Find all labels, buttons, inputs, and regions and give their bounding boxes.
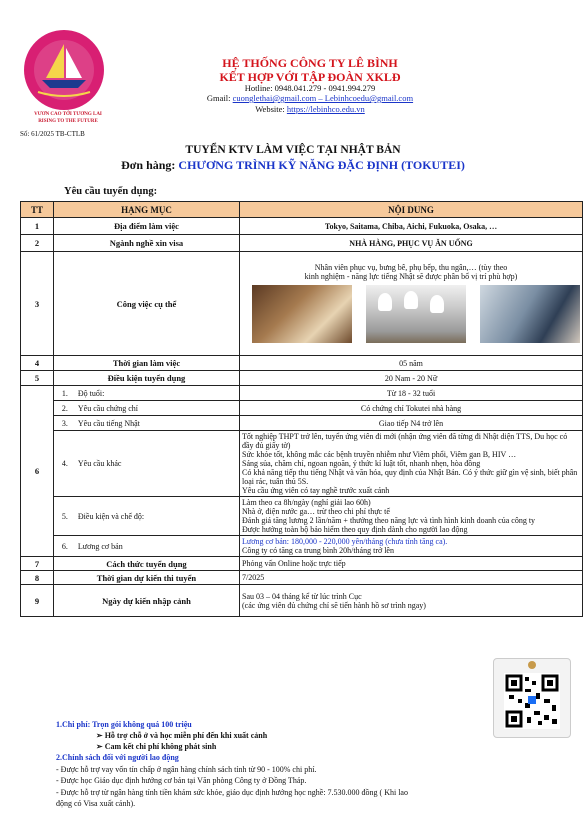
job-photos bbox=[242, 281, 580, 345]
benefit-bullet: ➢ Cam kết chi phí không phát sinh bbox=[96, 742, 217, 751]
policy-line: - Được hỗ trợ vay vốn tín chấp ở ngân hàng chính sách tỉnh từ 90 - 100% chi phí. bbox=[56, 765, 317, 774]
waiter-photo bbox=[252, 285, 352, 343]
sub-content bbox=[240, 431, 583, 497]
other-req-line: Sáng sủa, chăm chỉ, ngoan ngoãn, ý thức kỉ luật tốt, nhanh nhẹn, hòa đồng bbox=[242, 459, 481, 468]
sub-content bbox=[240, 497, 583, 536]
overtime-line: Công ty có tăng ca trung bình 20h/tháng trở lên bbox=[242, 546, 394, 555]
arrow-bullet-icon: ➢ bbox=[96, 731, 105, 740]
other-req-line: Yêu cầu ứng viên có tay nghề trước xuất cảnh bbox=[242, 486, 390, 495]
table-row bbox=[21, 235, 583, 252]
sub-item: 2. Yêu cầu chứng chỉ bbox=[53, 401, 239, 416]
table-row bbox=[21, 497, 583, 536]
table-row bbox=[21, 218, 583, 235]
row-content: Tokyo, Saitama, Chiba, Aichi, Fukuoka, Osaka, … bbox=[240, 218, 583, 235]
table-row bbox=[21, 557, 583, 571]
row-number: 2 bbox=[21, 235, 54, 252]
policy-line: - Được hỗ trợ từ ngân hàng tính tiền khám sức khỏe, giáo dục định hướng học nghề: 7.530.000 đồng ( Khi lao bbox=[56, 788, 408, 797]
row-item: Thời gian dự kiến thi tuyển bbox=[53, 571, 239, 585]
row-item: Công việc cụ thể bbox=[53, 252, 239, 356]
row-content bbox=[240, 585, 583, 617]
sub-item: 6. Lương cơ bản bbox=[53, 536, 239, 557]
job-desc-line1: Nhân viên phục vụ, bưng bê, phụ bếp, thu ngân,… (tùy theo bbox=[314, 262, 508, 272]
order-program: CHƯƠNG TRÌNH KỸ NĂNG ĐẶC ĐỊNH (TOKUTEI) bbox=[178, 158, 465, 172]
website-label: Website: bbox=[255, 104, 287, 114]
page-title: TUYỂN KTV LÀM VIỆC TẠI NHẬT BẢN bbox=[185, 144, 401, 156]
hotline: Hotline: 0948.041.279 - 0941.994.279 bbox=[244, 83, 376, 93]
sub-item: 4. Yêu cầu khác bbox=[53, 431, 239, 497]
table-row bbox=[21, 585, 583, 617]
row-content: 20 Nam - 20 Nữ bbox=[240, 371, 583, 386]
gmail-link[interactable]: cuonglethai@gmail.com – Lebinhcoedu@gmail.com bbox=[232, 93, 414, 103]
job-desc-line2: kinh nghiệm - năng lực tiếng Nhật sẽ được phân bổ vị trí phù hợp) bbox=[304, 271, 518, 281]
row-content: 05 năm bbox=[240, 356, 583, 371]
salary-line: Lương cơ bản: 180,000 - 220,000 yên/tháng (chưa tính tăng ca). bbox=[242, 537, 448, 546]
table-header-row bbox=[21, 202, 583, 218]
cost-heading: 1.Chi phí: Trọn gói không quá 100 triệu bbox=[56, 720, 192, 729]
row-number: 5 bbox=[21, 371, 54, 386]
qr-code-icon[interactable] bbox=[494, 659, 570, 737]
order-line bbox=[0, 158, 586, 173]
policy-line: động có Visa xuất cảnh). bbox=[56, 799, 136, 808]
condition-line: Được hưởng toàn bộ bảo hiểm theo quy định dành cho người lao động bbox=[242, 525, 468, 534]
logo-caption-vi: VƯƠN CAO TỚI TƯƠNG LAI bbox=[34, 112, 102, 117]
requirements-table bbox=[20, 201, 583, 617]
row-item: Điều kiện tuyển dụng bbox=[53, 371, 239, 386]
table-row bbox=[21, 536, 583, 557]
row-content bbox=[240, 252, 583, 356]
row-number: 7 bbox=[21, 557, 54, 571]
order-label: Đơn hàng: bbox=[121, 158, 179, 172]
sub-content: Từ 18 - 32 tuổi bbox=[240, 386, 583, 401]
benefit-bullet: ➢ Hỗ trợ chỗ ở và học miễn phí đến khi xuất cảnh bbox=[96, 731, 268, 740]
document-number: Số: 61/2025 TB-CTLB bbox=[20, 130, 85, 138]
sub-item: 1. Độ tuổi: bbox=[53, 386, 239, 401]
table-row bbox=[21, 401, 583, 416]
row-item: Thời gian làm việc bbox=[53, 356, 239, 371]
row-number: 1 bbox=[21, 218, 54, 235]
row-number: 6 bbox=[21, 386, 54, 557]
table-row bbox=[21, 252, 583, 356]
row-item: Cách thức tuyển dụng bbox=[53, 557, 239, 571]
requirements-heading: Yêu cầu tuyển dụng: bbox=[64, 186, 158, 197]
sub-content: Giao tiếp N4 trở lên bbox=[240, 416, 583, 431]
header-item: HẠNG MỤC bbox=[53, 202, 239, 218]
row-item: Ngành nghề xin visa bbox=[53, 235, 239, 252]
arrow-bullet-icon: ➢ bbox=[96, 742, 105, 751]
gmail-line bbox=[160, 93, 460, 103]
company-partner: KẾT HỢP VỚI TẬP ĐOÀN XKLĐ bbox=[219, 70, 401, 84]
zalo-qr-card bbox=[493, 658, 571, 738]
sailboat-logo-icon bbox=[24, 30, 104, 110]
logo-caption-en: RISING TO THE FUTURE bbox=[38, 119, 98, 124]
header-tt: TT bbox=[21, 202, 54, 218]
table-row bbox=[21, 416, 583, 431]
company-name: HỆ THỐNG CÔNG TY LÊ BÌNH bbox=[222, 56, 398, 70]
sub-content: Có chứng chỉ Tokutei nhà hàng bbox=[240, 401, 583, 416]
row-content: NHÀ HÀNG, PHỤC VỤ ĂN UỐNG bbox=[240, 235, 583, 252]
sub-item: 3. Yêu cầu tiếng Nhật bbox=[53, 416, 239, 431]
gmail-label: Gmail: bbox=[206, 93, 233, 103]
website-line bbox=[160, 104, 460, 114]
row-content: 7/2025 bbox=[240, 571, 583, 585]
other-req-line: Có khả năng tiếp thu tiếng Nhật và văn hóa, quy định của Nhật Bản. Có ý thức giữ gìn vệ sinh, biết phân loại rác, tuân thủ 5S. bbox=[242, 468, 578, 486]
chefs-photo bbox=[366, 285, 466, 343]
row-number: 9 bbox=[21, 585, 54, 617]
table-row bbox=[21, 356, 583, 371]
condition-line: Làm theo ca 8h/ngày (nghỉ giải lao 60h) bbox=[242, 498, 371, 507]
condition-line: Nhà ở, điện nước ga… trừ theo chi phí thực tế bbox=[242, 507, 390, 516]
other-req-line: Sức khỏe tốt, không mắc các bệnh truyền nhiễm như Viêm phổi, Viêm gan B, HIV … bbox=[242, 450, 517, 459]
policy-heading: 2.Chính sách đối với người lao động bbox=[56, 753, 179, 762]
condition-line: Đánh giá tăng lương 2 lần/năm + thưởng theo năng lực và tình hình kinh doanh của công ty bbox=[242, 516, 536, 525]
row-number: 3 bbox=[21, 252, 54, 356]
row-item: Địa điểm làm việc bbox=[53, 218, 239, 235]
row-item: Ngày dự kiến nhập cảnh bbox=[53, 585, 239, 617]
row-number: 4 bbox=[21, 356, 54, 371]
row-content: Phỏng vấn Online hoặc trực tiếp bbox=[240, 557, 583, 571]
sub-item: 5. Điều kiện và chế độ: bbox=[53, 497, 239, 536]
entry-line1: Sau 03 – 04 tháng kể từ lúc trình Cục bbox=[242, 591, 362, 601]
cashier-photo bbox=[480, 285, 580, 343]
sub-content bbox=[240, 536, 583, 557]
table-row bbox=[21, 386, 583, 401]
table-row bbox=[21, 571, 583, 585]
table-row bbox=[21, 431, 583, 497]
website-link[interactable]: https://lebinhco.edu.vn bbox=[286, 104, 365, 114]
row-number: 8 bbox=[21, 571, 54, 585]
policy-line: - Được học Giáo dục định hướng cơ bản tại Văn phòng Công ty ở Đồng Tháp. bbox=[56, 776, 307, 785]
entry-line2: (các ứng viên đủ chứng chỉ sẽ tiến hành hồ sơ trình ngay) bbox=[242, 600, 426, 610]
table-row bbox=[21, 371, 583, 386]
other-req-line: Tốt nghiệp THPT trở lên, tuyển ứng viên đi mới (nhận ứng viên đã từng đi Nhật diện TTS, Du học có đầy đủ giấy tờ) bbox=[242, 432, 568, 450]
header-content: NỘI DUNG bbox=[240, 202, 583, 218]
company-logo bbox=[24, 30, 104, 110]
